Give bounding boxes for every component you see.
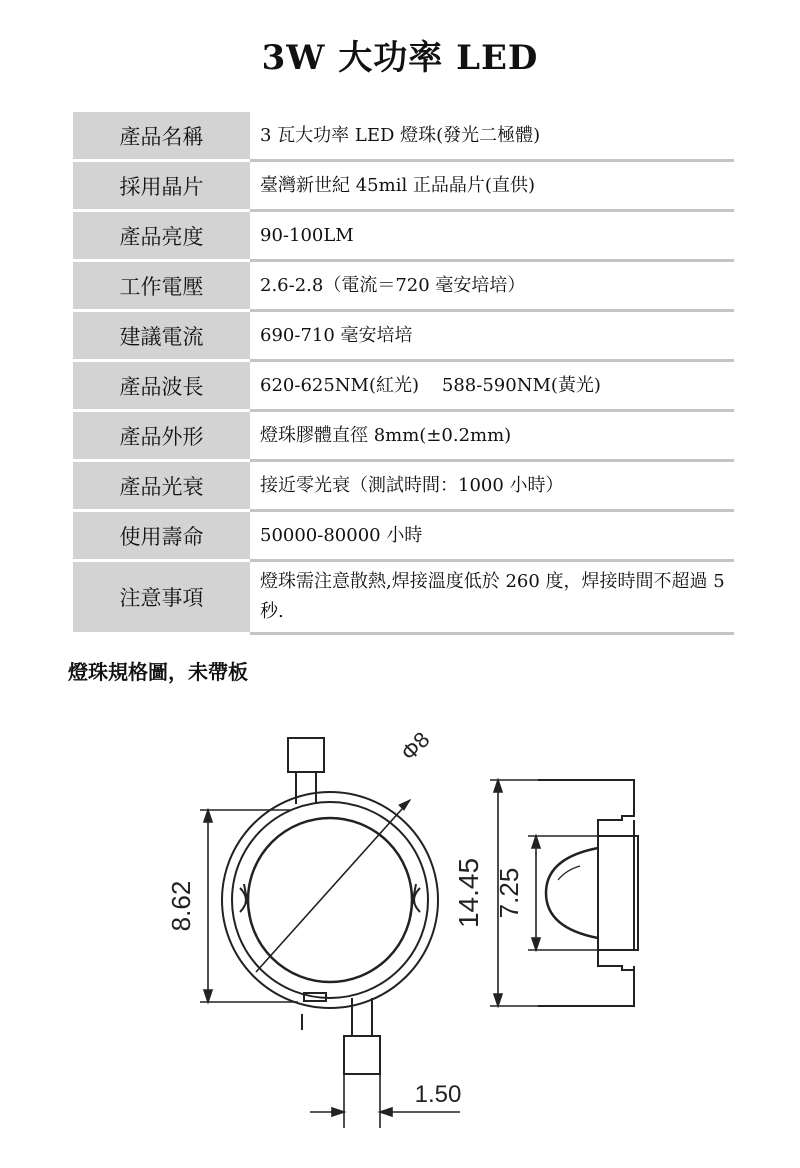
spec-value: 臺灣新世紀 45mil 正品晶片(直供) (250, 161, 734, 211)
page-title: 3W 大功率 LED (261, 38, 539, 78)
spec-label: 採用晶片 (73, 161, 250, 211)
diameter-label: Φ8 (395, 726, 435, 766)
section-title: 燈珠規格圖，未帶板 (68, 660, 248, 684)
spec-value: 3 瓦大功率 LED 燈珠(發光二極體) (250, 112, 734, 161)
spec-value: 接近零光衰（測試時間：1000 小時） (250, 461, 734, 511)
table-row (73, 361, 734, 411)
spec-label: 產品波長 (73, 361, 250, 411)
spec-table (73, 112, 734, 635)
led-dimension-drawing (160, 720, 660, 1140)
led-side-view (538, 780, 638, 1006)
spec-label: 注意事項 (73, 561, 250, 634)
spec-label: 建議電流 (73, 311, 250, 361)
spec-value: 50000-80000 小時 (250, 511, 734, 561)
led-top-view (222, 738, 438, 1074)
total-height-label: 14.45 (453, 857, 484, 929)
table-row (73, 311, 734, 361)
spec-label: 產品光衰 (73, 461, 250, 511)
spec-value: 2.6-2.8（電流＝720 毫安培培） (250, 261, 734, 311)
table-row (73, 511, 734, 561)
spec-value: 燈珠膠體直徑 8mm(±0.2mm) (250, 411, 734, 461)
lens-height-label: 7.25 (494, 867, 524, 919)
table-row (73, 411, 734, 461)
lens-height-dimension (528, 836, 598, 950)
spec-value: 燈珠需注意散熱,焊接溫度低於 260 度，焊接時間不超過 5 秒. (250, 561, 734, 634)
table-row (73, 461, 734, 511)
table-row (73, 161, 734, 211)
spec-label: 使用壽命 (73, 511, 250, 561)
table-row (73, 261, 734, 311)
spec-label: 產品外形 (73, 411, 250, 461)
spec-value: 620-625NM(紅光) 588-590NM(黃光) (250, 361, 734, 411)
spec-value: 90-100LM (250, 211, 734, 261)
spec-value: 690-710 毫安培培 (250, 311, 734, 361)
table-row (73, 211, 734, 261)
height-label: 8.62 (166, 880, 196, 932)
table-row (73, 561, 734, 634)
table-row (73, 112, 734, 161)
spec-label: 產品亮度 (73, 211, 250, 261)
spec-label: 工作電壓 (73, 261, 250, 311)
pin-width-label: 1.50 (414, 1081, 462, 1108)
spec-label: 產品名稱 (73, 112, 250, 161)
